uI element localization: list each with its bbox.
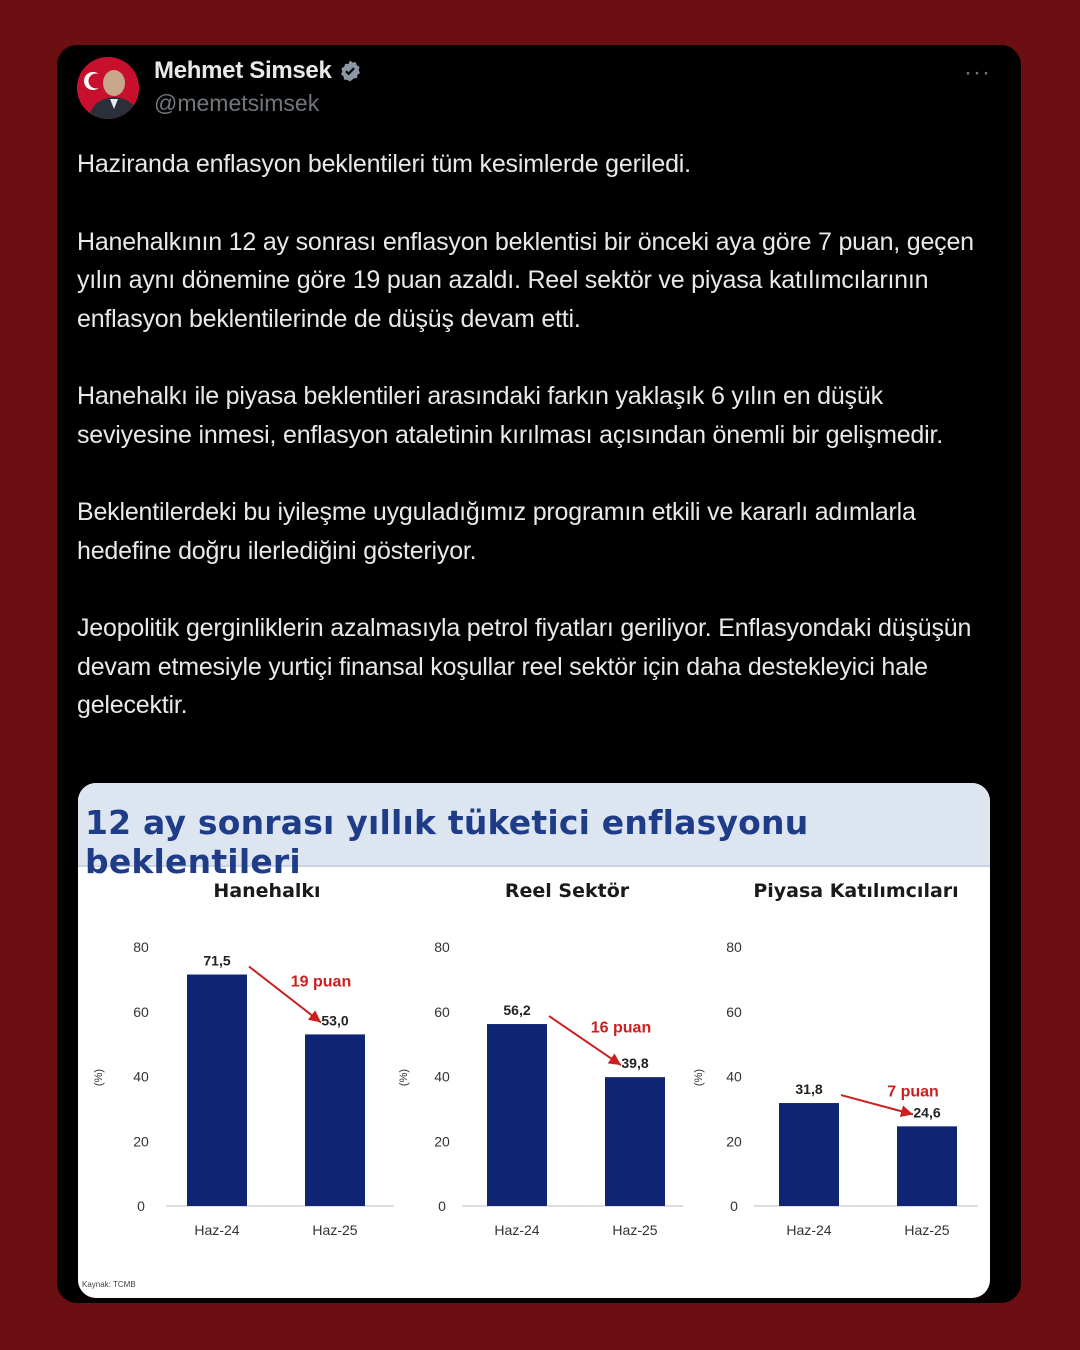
y-tick-label: 60	[133, 1003, 149, 1020]
y-tick-label: 40	[726, 1068, 742, 1085]
data-label: 53,0	[321, 1012, 349, 1029]
more-options-icon[interactable]: ···	[964, 59, 991, 86]
slide-header	[78, 783, 990, 881]
x-tick-label: Haz-24	[494, 1222, 540, 1238]
tweet-text	[77, 145, 997, 764]
x-tick-label: Haz-25	[312, 1222, 358, 1238]
avatar[interactable]	[77, 57, 139, 119]
data-label: 24,6	[913, 1104, 941, 1121]
data-label: 71,5	[203, 952, 231, 969]
x-tick-label: Haz-25	[904, 1222, 950, 1238]
bar	[487, 1024, 547, 1206]
tweet-paragraph: Hanehalkı ile piyasa beklentileri arasındaki farkın yaklaşık 6 yılın en düşük seviyesine inmesi, enflasyon ataletinin kırılması açısından önemli bir gelişmedir.	[77, 382, 943, 449]
data-label: 31,8	[795, 1081, 823, 1098]
author-name[interactable]	[154, 57, 362, 85]
verified-badge-icon	[338, 59, 362, 83]
slide-title: 12 ay sonrası yıllık tüketici enflasyonu beklentileri	[85, 803, 809, 881]
x-tick-label: Haz-25	[612, 1222, 658, 1238]
y-tick-label: 80	[434, 939, 450, 955]
bar	[897, 1126, 957, 1206]
y-tick-label: 40	[434, 1068, 450, 1085]
y-tick-label: 60	[434, 1003, 450, 1020]
y-tick-label: 0	[438, 1198, 446, 1214]
y-tick-label: 0	[730, 1198, 738, 1214]
decrease-annotation: 19 puan	[290, 973, 352, 991]
bar	[605, 1077, 665, 1206]
y-tick-label: 0	[137, 1198, 145, 1214]
chart-title: Reel Sektör	[504, 880, 630, 902]
y-axis-label: (%)	[693, 1068, 705, 1087]
data-label: 56,2	[503, 1002, 531, 1019]
y-tick-label: 20	[133, 1133, 149, 1150]
tweet-card	[57, 45, 1021, 1303]
x-tick-label: Haz-24	[786, 1222, 832, 1238]
y-tick-label: 80	[726, 939, 742, 955]
y-tick-label: 80	[133, 939, 149, 955]
decrease-annotation: 16 puan	[590, 1019, 652, 1037]
tweet-paragraph: Haziranda enflasyon beklentileri tüm kesimlerde geriledi.	[77, 150, 691, 178]
attached-image[interactable]	[78, 783, 990, 1298]
source-note: Kaynak: TCMB	[82, 1280, 136, 1289]
tweet-paragraph: Jeopolitik gerginliklerin azalmasıyla petrol fiyatları geriliyor. Enflasyondaki düşüşün devam etmesiyle yurtiçi finansal koşullar reel sektör için daha destekleyici hale gelecektir.	[77, 614, 972, 719]
author-name-text[interactable]: Mehmet Simsek	[154, 57, 332, 84]
y-tick-label: 40	[133, 1068, 149, 1085]
chart-title: Piyasa Katılımcıları	[753, 880, 959, 902]
tweet-paragraph: Beklentilerdeki bu iyileşme uyguladığımız programın etkili ve kararlı adımlarla hedefine doğru ilerlediğini gösteriyor.	[77, 498, 916, 565]
charts-area	[78, 867, 990, 1297]
bar	[305, 1034, 365, 1206]
x-tick-label: Haz-24	[194, 1222, 240, 1238]
author-handle[interactable]: @memetsimsek	[154, 90, 320, 116]
data-label: 39,8	[621, 1055, 649, 1072]
y-tick-label: 60	[726, 1003, 742, 1020]
bar	[779, 1103, 839, 1206]
bar	[187, 975, 247, 1206]
y-axis-label: (%)	[398, 1068, 410, 1087]
decrease-annotation: 7 puan	[887, 1083, 939, 1101]
chart-title: Hanehalkı	[213, 880, 321, 902]
y-tick-label: 20	[434, 1133, 450, 1150]
y-tick-label: 20	[726, 1133, 742, 1150]
tweet-paragraph: Hanehalkının 12 ay sonrası enflasyon beklentisi bir önceki aya göre 7 puan, geçen yılın aynı dönemine göre 19 puan azaldı. Reel sektör ve piyasa katılımcılarının enflasyon beklentilerinde de düşüş devam etti.	[77, 227, 974, 333]
y-axis-label: (%)	[93, 1068, 105, 1087]
